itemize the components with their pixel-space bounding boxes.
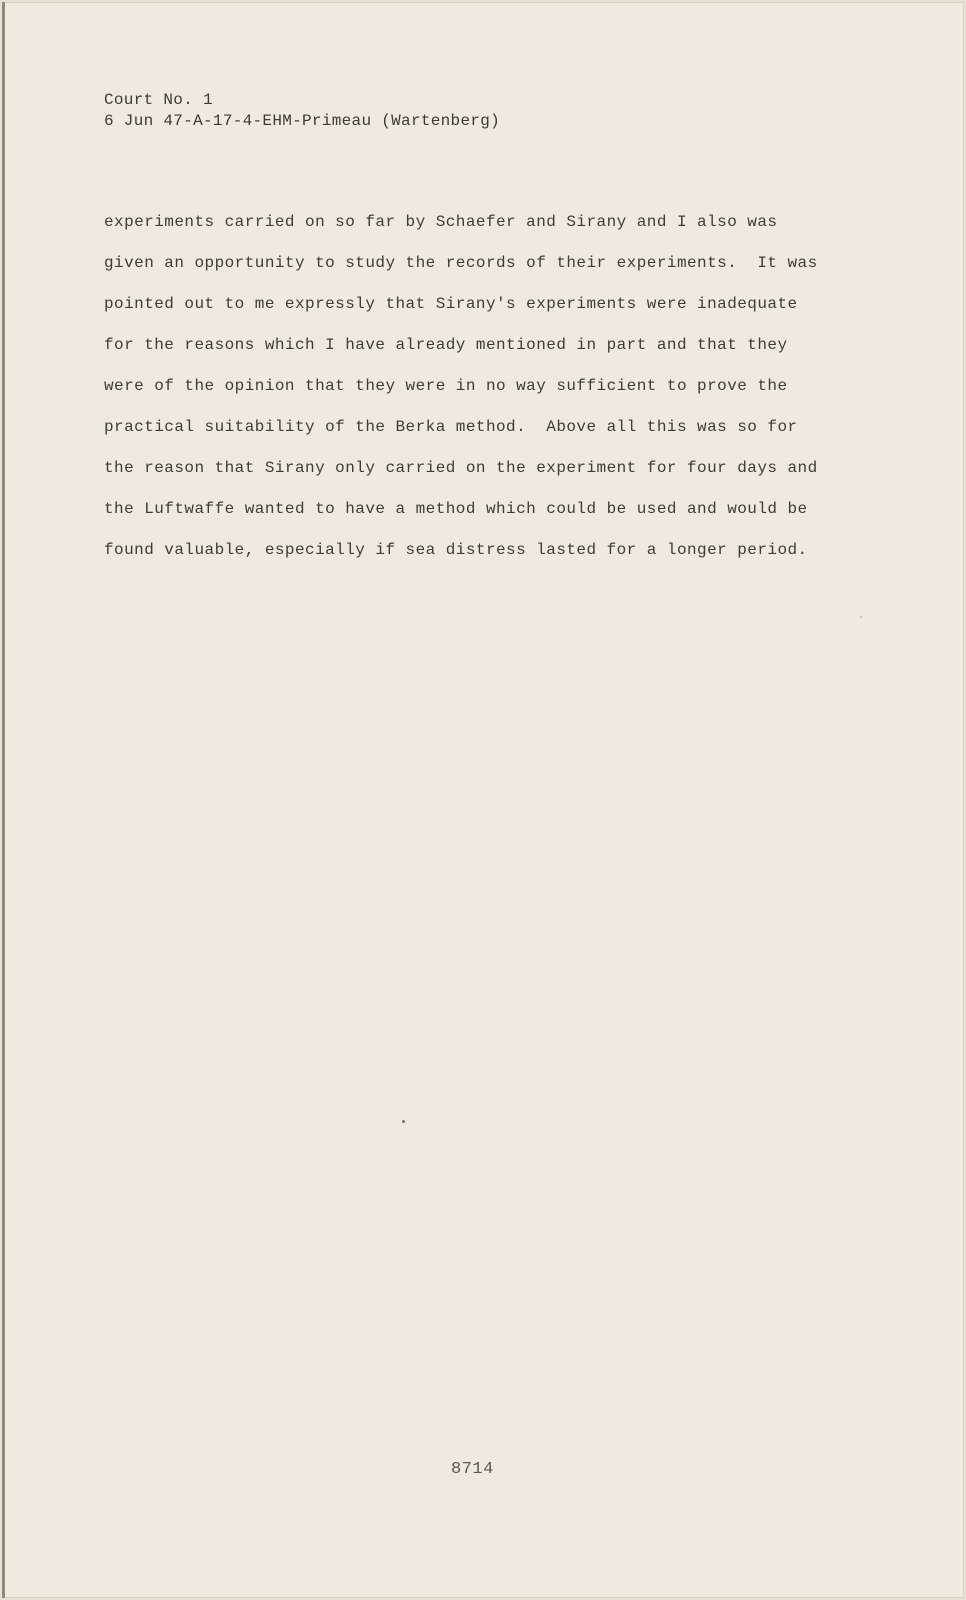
page-number: 8714: [451, 1460, 494, 1479]
text-line: pointed out to me expressly that Sirany's experiments were inadequate: [104, 295, 798, 313]
text-line: the reason that Sirany only carried on the experiment for four days and: [104, 459, 818, 477]
document-page: [2, 2, 964, 1598]
paper-speck: [402, 1120, 405, 1123]
text-line: found valuable, especially if sea distress lasted for a longer period.: [104, 541, 808, 559]
paper-speck: [860, 616, 862, 618]
text-line: were of the opinion that they were in no way sufficient to prove the: [104, 377, 788, 395]
text-line: the Luftwaffe wanted to have a method which could be used and would be: [104, 500, 808, 518]
court-label: Court No. 1: [104, 91, 213, 109]
text-line: experiments carried on so far by Schaefer and Sirany and I also was: [104, 213, 778, 231]
text-line: given an opportunity to study the records of their experiments. It was: [104, 254, 818, 272]
transcript-reference: 6 Jun 47-A-17-4-EHM-Primeau (Wartenberg): [104, 112, 501, 130]
text-line: for the reasons which I have already mentioned in part and that they: [104, 336, 788, 354]
paper-edge: [2, 2, 5, 1598]
testimony-text: [104, 209, 844, 578]
document-header: [104, 90, 500, 132]
text-line: practical suitability of the Berka method. Above all this was so for: [104, 418, 798, 436]
